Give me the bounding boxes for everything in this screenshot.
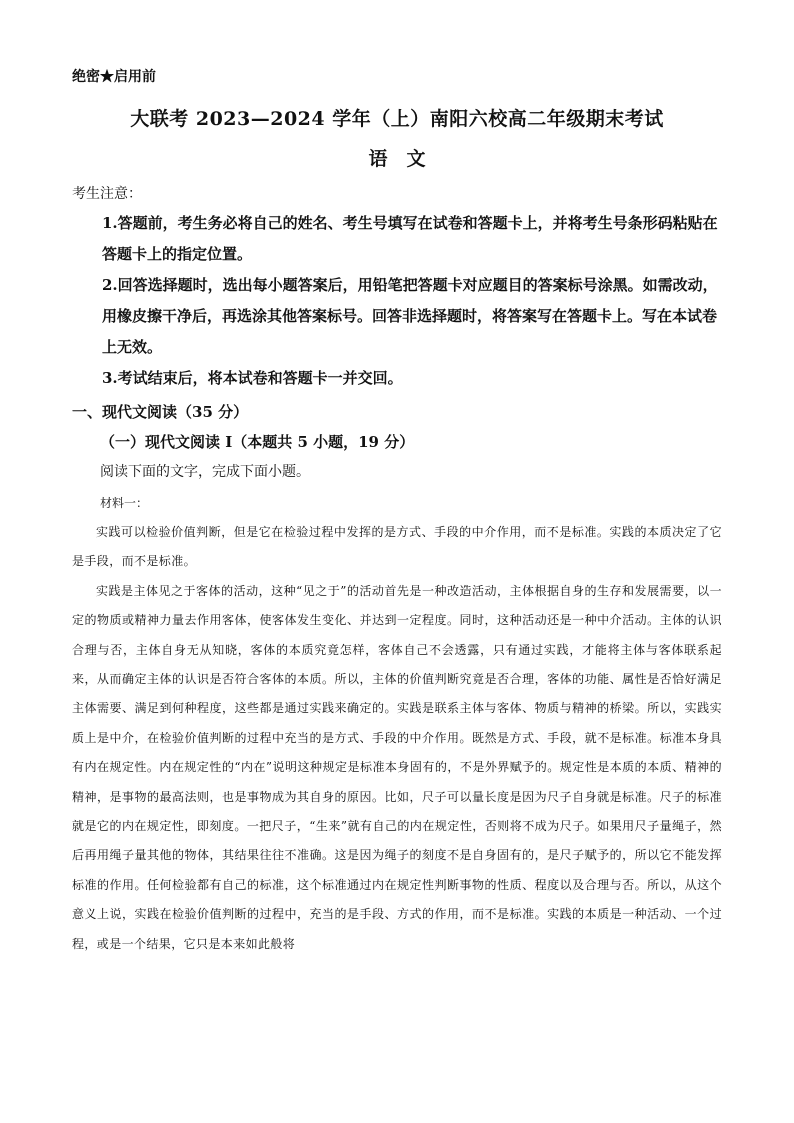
notice-item-1-text: 1.答题前，考生务必将自己的姓名、考生号填写在试卷和答题卡上，并将考生号条形码粘贴在答题卡上的指定位置。	[102, 214, 718, 263]
notice-item-3	[72, 363, 722, 394]
subject-title: 语 文	[368, 148, 426, 170]
notice-heading: 考生注意：	[72, 186, 142, 202]
notice-item-2	[72, 270, 722, 363]
passage-paragraph-2: 实践是主体见之于客体的活动，这种“见之于”的活动首先是一种改造活动，主体根据自身的生存和发展需要，以一定的物质或精神力量去作用客体，使客体发生变化、并达到一定程度。同时，这种活动还是一种中介活动。主体的认识合理与否，主体自身无从知晓，客体的本质究竟怎样，客体自己不会透露，只有通过实践，才能将主体与客体联系起来，从而确定主体的认识是否符合客体的本质。所以，主体的价值判断究竟是否合理，客体的功能、属性是否恰好满足主体需要、满足到何种程度，这些都是通过实践来确定的。实践是联系主体与客体、物质与精神的桥梁。所以，实践实质上是中介，在检验价值判断的过程中充当的是方式、手段的中介作用。既然是方式、手段，就不是标准。标准本身具有内在规定性。内在规定性的“内在”说明这种规定是标准本身固有的，不是外界赋予的。规定性是本质的本质、精神的精神，是事物的最高法则，也是事物成为其自身的原因。比如，尺子可以量长度是因为尺子自身就是标准。尺子的标准就是它的内在规定性，即刻度。一把尺子，“生来”就有自己的内在规定性，否则将不成为尺子。如果用尺子量绳子，然后再用绳子量其他的物体，其结果往往不准确。这是因为绳子的刻度不是自身固有的，是尺子赋予的，所以它不能发挥标准的作用。任何检验都有自己的标准，这个标准通过内在规定性判断事物的性质、程度以及合理与否。所以，从这个意义上说，实践在检验价值判断的过程中，充当的是手段、方式的作用，而不是标准。实践的本质是一种活动、一个过程，或是一个结果，它只是本来如此般将	[72, 583, 722, 951]
passage	[72, 518, 722, 959]
notice-item-1	[72, 208, 722, 270]
exam-title: 大联考 2023—2024 学年（上）南阳六校高二年级期末考试	[130, 108, 664, 130]
secret-label: 绝密★启用前	[72, 69, 156, 85]
material-label: 材料一：	[100, 496, 149, 510]
passage-paragraph-1: 实践可以检验价值判断，但是它在检验过程中发挥的是方式、手段的中介作用，而不是标准。实践的本质决定了它是手段，而不是标准。	[72, 525, 722, 569]
reading-instruction: 阅读下面的文字，完成下面小题。	[100, 464, 310, 480]
notice-item-2-text: 2.回答选择题时，选出每小题答案后，用铅笔把答题卡对应题目的答案标号涂黑。如需改动，用橡皮擦干净后，再选涂其他答案标号。回答非选择题时，将答案写在答题卡上。写在本试卷上无效。	[102, 276, 718, 356]
notice-item-3-text: 3.考试结束后，将本试卷和答题卡一并交回。	[102, 369, 403, 387]
section-title: 一、现代文阅读（35 分）	[72, 403, 249, 421]
subsection-title: （一）现代文阅读 I（本题共 5 小题，19 分）	[100, 433, 415, 451]
